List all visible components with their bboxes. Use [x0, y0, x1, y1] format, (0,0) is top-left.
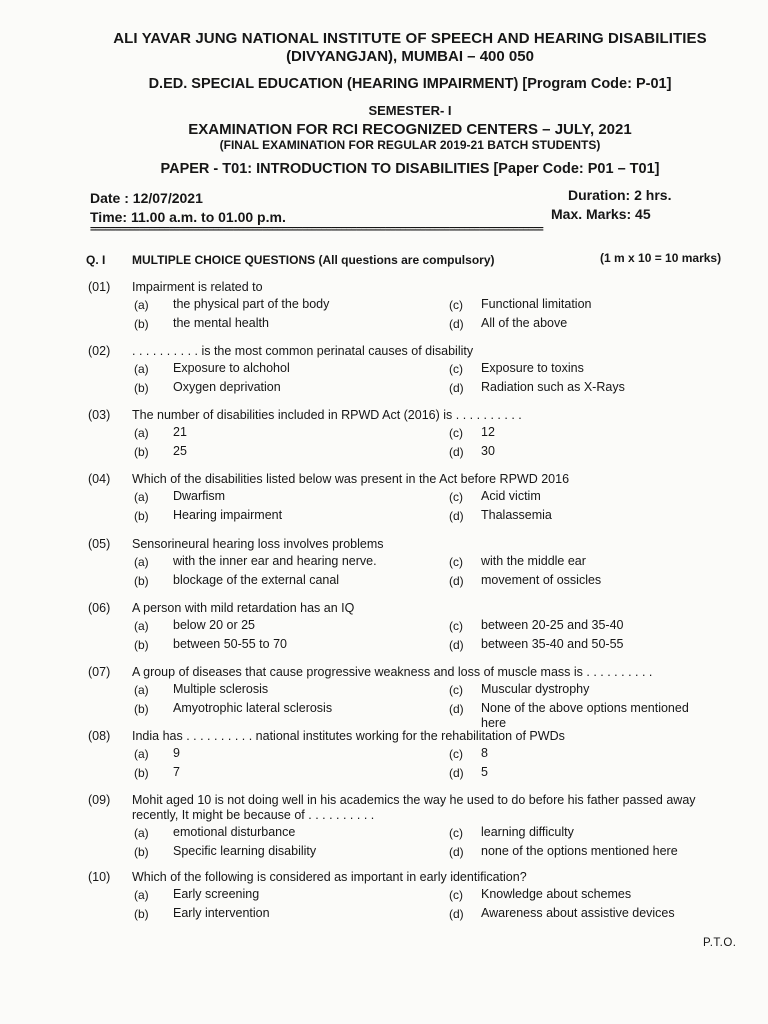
option-text: Exposure to alchohol [173, 361, 290, 375]
option-letter: (d) [449, 845, 464, 859]
semester-title: SEMESTER- I [368, 103, 452, 118]
option-letter: (d) [449, 907, 464, 921]
option-letter: (a) [134, 747, 149, 761]
program-title: D.ED. SPECIAL EDUCATION (HEARING IMPAIRMENT) [Program Code: P-01] [148, 76, 672, 92]
option-text: movement of ossicles [481, 573, 602, 587]
option-letter: (b) [134, 702, 149, 716]
question-text: A group of diseases that cause progressive weakness and loss of muscle mass is . . . . . . . . . . [132, 665, 653, 679]
exam-duration: Duration: 2 hrs. [568, 187, 672, 203]
option-text: 12 [481, 425, 495, 439]
option-text: between 35-40 and 50-55 [481, 637, 624, 651]
option-text: Acid victim [481, 489, 541, 503]
option-text: 21 [173, 425, 187, 439]
option-text: the mental health [173, 316, 269, 330]
option-letter: (b) [134, 638, 149, 652]
option-text: 9 [173, 746, 180, 760]
question-text: A person with mild retardation has an IQ [132, 601, 355, 615]
option-letter: (c) [449, 826, 463, 840]
option-text: Knowledge about schemes [481, 887, 632, 901]
option-letter: (d) [449, 638, 464, 652]
section-title: MULTIPLE CHOICE QUESTIONS (All questions are compulsory) [132, 253, 495, 267]
option-text: 8 [481, 746, 488, 760]
question-text: Which of the following is considered as important in early identification? [132, 870, 527, 884]
paper-title: PAPER - T01: INTRODUCTION TO DISABILITIES [Paper Code: P01 – T01] [160, 161, 660, 177]
option-text: Muscular dystrophy [481, 682, 590, 696]
question-text: . . . . . . . . . . is the most common perinatal causes of disability [132, 344, 474, 358]
question-number: (06) [88, 601, 111, 615]
option-text: Thalassemia [481, 508, 552, 522]
option-text: blockage of the external canal [173, 573, 340, 587]
option-text: between 50-55 to 70 [173, 637, 287, 651]
question-text: Which of the disabilities listed below was present in the Act before RPWD 2016 [132, 472, 570, 486]
option-text: Oxygen deprivation [173, 380, 281, 394]
option-letter: (d) [449, 317, 464, 331]
option-text: emotional disturbance [173, 825, 296, 839]
option-letter: (c) [449, 619, 463, 633]
option-letter: (d) [449, 445, 464, 459]
option-letter: (c) [449, 298, 463, 312]
option-letter: (a) [134, 426, 149, 440]
option-letter: (c) [449, 362, 463, 376]
option-text: learning difficulty [481, 825, 574, 839]
question-number: (05) [88, 537, 111, 551]
question-number: (03) [88, 408, 111, 422]
option-text: none of the options mentioned here [481, 844, 678, 858]
question-number: (02) [88, 344, 111, 358]
option-text: Multiple sclerosis [173, 682, 269, 696]
option-letter: (a) [134, 619, 149, 633]
option-letter: (d) [449, 381, 464, 395]
question-text: Sensorineural hearing loss involves problems [132, 537, 384, 551]
exam-date: Date : 12/07/2021 [90, 190, 203, 206]
option-letter: (b) [134, 445, 149, 459]
option-text: Awareness about assistive devices [481, 906, 675, 920]
question-text: Impairment is related to [132, 280, 263, 294]
option-text: 7 [173, 765, 180, 779]
option-text: Dwarfism [173, 489, 226, 503]
option-text: 30 [481, 444, 495, 458]
option-letter: (c) [449, 888, 463, 902]
option-letter: (c) [449, 747, 463, 761]
option-letter: (c) [449, 555, 463, 569]
exam-time: Time: 11.00 a.m. to 01.00 p.m. [90, 209, 286, 225]
question-number: (01) [88, 280, 111, 294]
option-text: Early intervention [173, 906, 270, 920]
option-letter: (a) [134, 490, 149, 504]
option-letter: (b) [134, 845, 149, 859]
institute-name-line2: (DIVYANGJAN), MUMBAI – 400 050 [286, 48, 534, 65]
option-text: All of the above [481, 316, 568, 330]
option-text: Early screening [173, 887, 260, 901]
option-letter: (b) [134, 574, 149, 588]
option-letter: (b) [134, 766, 149, 780]
question-number: (09) [88, 793, 111, 807]
option-letter: (d) [449, 702, 464, 716]
option-text: below 20 or 25 [173, 618, 256, 632]
institute-name-line1: ALI YAVAR JUNG NATIONAL INSTITUTE OF SPEECH AND HEARING DISABILITIES [113, 30, 707, 47]
section-marks: (1 m x 10 = 10 marks) [600, 251, 722, 265]
option-text: Functional limitation [481, 297, 592, 311]
option-text: Specific learning disability [173, 844, 317, 858]
option-letter: (a) [134, 362, 149, 376]
option-letter: (d) [449, 574, 464, 588]
question-text: Mohit aged 10 is not doing well in his academics the way he used to do before his father passed away recently, It might be because of . . . . . . . . . . [132, 793, 696, 822]
option-letter: (c) [449, 426, 463, 440]
option-letter: (b) [134, 907, 149, 921]
option-letter: (c) [449, 683, 463, 697]
option-letter: (a) [134, 298, 149, 312]
question-number: (04) [88, 472, 111, 486]
option-letter: (b) [134, 317, 149, 331]
question-number: (08) [88, 729, 111, 743]
option-text: the physical part of the body [173, 297, 330, 311]
max-marks: Max. Marks: 45 [551, 206, 651, 222]
option-text: Amyotrophic lateral sclerosis [173, 701, 333, 715]
option-text: with the inner ear and hearing nerve. [173, 554, 377, 568]
question-number: (07) [88, 665, 111, 679]
option-letter: (b) [134, 381, 149, 395]
section-number: Q. I [86, 253, 106, 267]
final-exam-note: (FINAL EXAMINATION FOR REGULAR 2019-21 BATCH STUDENTS) [219, 138, 601, 152]
option-text: Radiation such as X-Rays [481, 380, 625, 394]
question-number: (10) [88, 870, 111, 884]
option-letter: (a) [134, 555, 149, 569]
option-letter: (b) [134, 509, 149, 523]
option-letter: (d) [449, 509, 464, 523]
question-text: The number of disabilities included in RPWD Act (2016) is . . . . . . . . . . [132, 408, 522, 422]
option-letter: (a) [134, 826, 149, 840]
option-text: with the middle ear [481, 554, 586, 568]
exam-title: EXAMINATION FOR RCI RECOGNIZED CENTERS – JULY, 2021 [188, 121, 632, 138]
option-text: Hearing impairment [173, 508, 283, 522]
option-text: 5 [481, 765, 488, 779]
option-text: 25 [173, 444, 187, 458]
option-text: between 20-25 and 35-40 [481, 618, 624, 632]
option-letter: (d) [449, 766, 464, 780]
page-turn-note: P.T.O. [703, 937, 737, 949]
question-text: India has . . . . . . . . . . national institutes working for the rehabilitation of PWDs [132, 729, 565, 743]
option-letter: (a) [134, 888, 149, 902]
separator-line: ============================================================================================ [90, 224, 543, 235]
option-text: None of the above options mentioned here [481, 701, 689, 730]
option-letter: (c) [449, 490, 463, 504]
option-letter: (a) [134, 683, 149, 697]
option-text: Exposure to toxins [481, 361, 584, 375]
